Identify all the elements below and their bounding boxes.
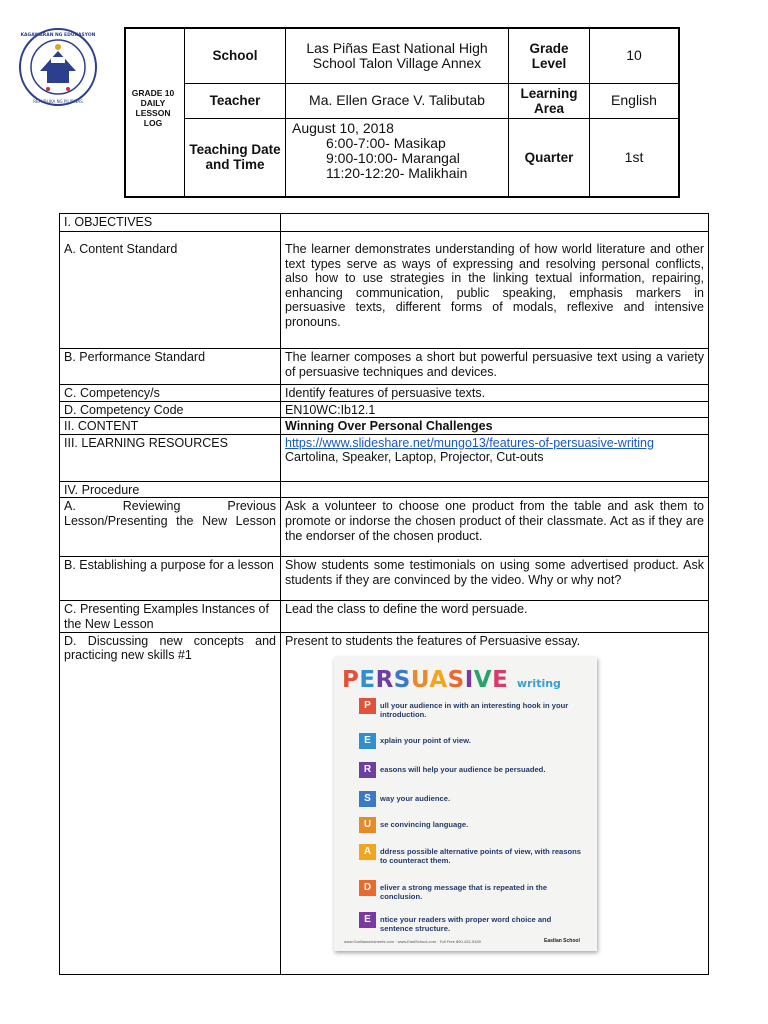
poster-line-text: ddress possible alternative points of view, with reasons to counteract them. (380, 847, 582, 865)
step-a-label: A. Reviewing Previous Lesson/Presenting the New Lesson (60, 498, 281, 557)
poster-line-letter: E (359, 912, 376, 928)
deped-seal-logo (18, 27, 98, 107)
teaching-date-label: Teaching Date and Time (185, 118, 286, 197)
header-table (124, 27, 680, 198)
grade-level-label: Grade Level (509, 28, 590, 83)
poster-title (342, 667, 561, 693)
procedure-label: IV. Procedure (60, 481, 281, 498)
svg-text:KAGAWARAN NG EDUKASYON: KAGAWARAN NG EDUKASYON (20, 33, 96, 38)
poster-title-letter: E (492, 667, 509, 693)
poster-title-text (342, 667, 508, 693)
content-label: II. CONTENT (60, 418, 281, 435)
poster-title-letter: I (464, 667, 474, 693)
poster-title-letter: A (429, 667, 448, 693)
learning-area-label: Learning Area (509, 83, 590, 118)
poster-line-letter: E (359, 733, 376, 749)
grade-level-value: 10 (590, 28, 680, 83)
objectives-empty (281, 214, 709, 232)
poster-line-letter: D (359, 880, 376, 896)
resources-materials: Cartolina, Speaker, Laptop, Projector, Cut-outs (285, 450, 544, 465)
time-slot-2: 9:00-10:00- Marangal (326, 149, 460, 166)
poster-title-letter: R (375, 667, 394, 693)
competency-label: C. Competency/s (60, 385, 281, 402)
poster-line-letter: P (359, 698, 376, 714)
poster-line-text: se convincing language. (380, 820, 469, 829)
poster-line-letter: A (359, 844, 376, 860)
poster-title-letter: P (342, 667, 360, 693)
poster-title-letter: V (473, 667, 493, 693)
procedure-empty (281, 481, 709, 498)
poster-line-text: easons will help your audience be persuaded. (380, 765, 546, 774)
poster-line-letter: R (359, 762, 376, 778)
content-standard-label: A. Content Standard (60, 232, 281, 349)
teaching-date-value (286, 118, 509, 197)
poster-line-text: ntice your readers with proper word choice and sentence structure. (380, 915, 552, 933)
poster-footer: www.Gorillaworksheets.com · www.EastSchool.com · Toll Free 800-422-5155 (344, 939, 481, 944)
competency-code-value: EN10WC:Ib12.1 (281, 401, 709, 418)
school-label: School (185, 28, 286, 83)
poster-line-text: xplain your point of view. (380, 736, 471, 745)
content-standard-value: The learner demonstrates understanding of how world literature and other text types serve as ways of expressing and resolving personal conflicts, also how to use strategies in the linking textual information, repairing, enhancing communication, public speaking, emphasis markers in persuasive texts, different forms of modals, reflexive and intensive pronouns. (281, 232, 709, 349)
step-a-value: Ask a volunteer to choose one product from the table and ask them to promote or indorse the chosen product of their classmate. Act as if they are the endorser of the chosen product. (281, 498, 709, 557)
quarter-label: Quarter (509, 118, 590, 197)
step-d-label: D. Discussing new concepts and practicing new skills #1 (60, 632, 281, 974)
performance-standard-value: The learner composes a short but powerful persuasive text using a variety of persuasive techniques and devices. (281, 349, 709, 385)
poster-line-letter: S (359, 791, 376, 807)
poster-subtitle: writing (516, 677, 561, 690)
poster-line-text: eliver a strong message that is repeated in the conclusion. (380, 883, 548, 901)
resources-label: III. LEARNING RESOURCES (60, 434, 281, 481)
poster-title-letter: S (447, 667, 465, 693)
content-value: Winning Over Personal Challenges (281, 418, 709, 435)
resources-value (281, 434, 709, 481)
time-slot-1: 6:00-7:00- Masikap (326, 134, 446, 151)
poster-line-text: way your audience. (380, 794, 451, 803)
step-b-label: B. Establishing a purpose for a lesson (60, 557, 281, 601)
performance-standard-label: B. Performance Standard (60, 349, 281, 385)
poster-line-text: ull your audience in with an interesting hook in your introduction. (380, 701, 569, 719)
persuasive-writing-poster (334, 657, 597, 951)
step-c-label: C. Presenting Examples Instances of the New Lesson (60, 601, 281, 632)
step-b-value: Show students some testimonials on using some advertised product. Ask students if they are convinced by the video. Why or why not? (281, 557, 709, 601)
poster-title-letter: E (359, 667, 376, 693)
school-value: Las Piñas East National High School Talon Village Annex (286, 28, 509, 83)
step-d-value: Present to students the features of Persuasive essay. (281, 632, 709, 974)
teacher-value: Ma. Ellen Grace V. Talibutab (286, 83, 509, 118)
poster-title-letter: U (410, 667, 430, 693)
time-slot-3: 11:20-12:20- Malikhain (326, 164, 468, 181)
grade-daily-lesson-log-label: GRADE 10 DAILY LESSON LOG (131, 88, 175, 128)
poster-brand: Eastlan School (544, 938, 580, 944)
objectives-heading: I. OBJECTIVES (60, 214, 281, 232)
step-c-value: Lead the class to define the word persuade. (281, 601, 709, 632)
competency-code-label: D. Competency Code (60, 401, 281, 418)
poster-title-letter: S (393, 667, 411, 693)
resources-link[interactable]: https://www.slideshare.net/mungo13/features-of-persuasive-writing (285, 435, 654, 450)
competency-value: Identify features of persuasive texts. (281, 385, 709, 402)
date-line: August 10, 2018 (292, 119, 394, 136)
poster-line-letter: U (359, 817, 376, 833)
quarter-value: 1st (590, 118, 680, 197)
teacher-label: Teacher (185, 83, 286, 118)
learning-area-value: English (590, 83, 680, 118)
svg-text:REPUBLIKA NG PILIPINAS: REPUBLIKA NG PILIPINAS (33, 99, 83, 104)
